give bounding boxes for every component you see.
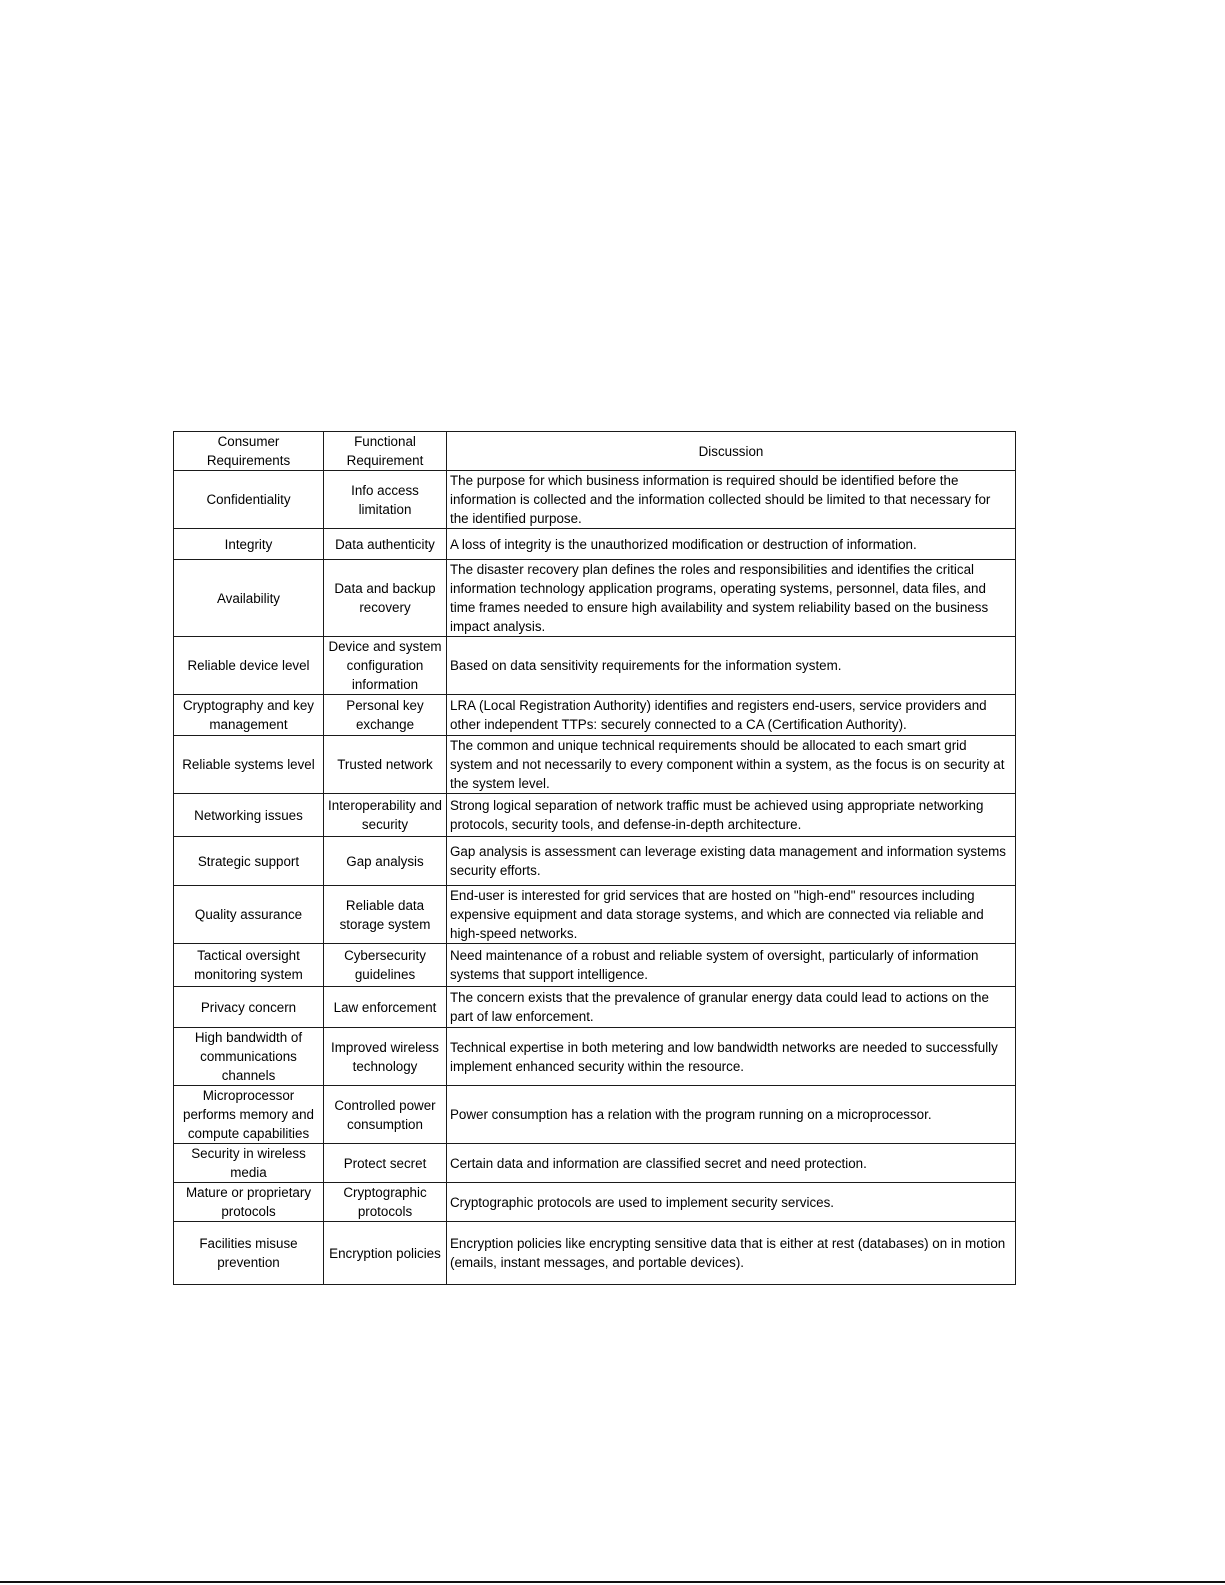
table-row bbox=[174, 837, 1016, 886]
functional-requirement-cell: Gap analysis bbox=[324, 837, 447, 886]
table-row bbox=[174, 1183, 1016, 1222]
functional-requirement-cell: Info access limitation bbox=[324, 471, 447, 529]
functional-requirement-cell: Cybersecurity guidelines bbox=[324, 944, 447, 987]
discussion-cell: A loss of integrity is the unauthorized modification or destruction of information. bbox=[447, 529, 1016, 560]
consumer-requirement-cell: Reliable systems level bbox=[174, 736, 324, 794]
functional-requirement-cell: Encryption policies bbox=[324, 1222, 447, 1285]
discussion-cell: The disaster recovery plan defines the roles and responsibilities and identifies the critical information technology application programs, operating systems, personnel, data files, and time frames needed to ensure high availability and system reliability based on the business impact analysis. bbox=[447, 560, 1016, 637]
functional-requirement-cell: Personal key exchange bbox=[324, 695, 447, 736]
consumer-requirement-cell: High bandwidth of communications channels bbox=[174, 1028, 324, 1086]
consumer-requirement-cell: Integrity bbox=[174, 529, 324, 560]
consumer-requirement-cell: Availability bbox=[174, 560, 324, 637]
page-bottom-rule bbox=[0, 1581, 1225, 1583]
discussion-cell: The concern exists that the prevalence of granular energy data could lead to actions on the part of law enforcement. bbox=[447, 987, 1016, 1028]
table-row bbox=[174, 1222, 1016, 1285]
consumer-requirement-cell: Confidentiality bbox=[174, 471, 324, 529]
consumer-requirement-cell: Cryptography and key management bbox=[174, 695, 324, 736]
table-row bbox=[174, 886, 1016, 944]
discussion-cell: Gap analysis is assessment can leverage existing data management and information systems security efforts. bbox=[447, 837, 1016, 886]
consumer-requirement-cell: Quality assurance bbox=[174, 886, 324, 944]
consumer-requirement-cell: Networking issues bbox=[174, 794, 324, 837]
functional-requirement-cell: Improved wireless technology bbox=[324, 1028, 447, 1086]
table-row bbox=[174, 1144, 1016, 1183]
functional-requirement-cell: Law enforcement bbox=[324, 987, 447, 1028]
table-row bbox=[174, 987, 1016, 1028]
table-row bbox=[174, 736, 1016, 794]
discussion-cell: The purpose for which business information is required should be identified before the information is collected and the information collected should be limited to that necessary for the identified purpose. bbox=[447, 471, 1016, 529]
discussion-cell: LRA (Local Registration Authority) identifies and registers end-users, service providers and other independent TTPs: securely connected to a CA (Certification Authority). bbox=[447, 695, 1016, 736]
functional-requirement-cell: Cryptographic protocols bbox=[324, 1183, 447, 1222]
functional-requirement-cell: Reliable data storage system bbox=[324, 886, 447, 944]
header-discussion: Discussion bbox=[447, 432, 1016, 471]
consumer-requirement-cell: Microprocessor performs memory and compute capabilities bbox=[174, 1086, 324, 1144]
consumer-requirement-cell: Privacy concern bbox=[174, 987, 324, 1028]
table-row bbox=[174, 529, 1016, 560]
functional-requirement-cell: Protect secret bbox=[324, 1144, 447, 1183]
header-consumer-requirements: Consumer Requirements bbox=[174, 432, 324, 471]
consumer-requirement-cell: Mature or proprietary protocols bbox=[174, 1183, 324, 1222]
table-row bbox=[174, 1028, 1016, 1086]
consumer-requirement-cell: Reliable device level bbox=[174, 637, 324, 695]
discussion-cell: Need maintenance of a robust and reliable system of oversight, particularly of information systems that support intelligence. bbox=[447, 944, 1016, 987]
table-row bbox=[174, 637, 1016, 695]
consumer-requirement-cell: Security in wireless media bbox=[174, 1144, 324, 1183]
table-header bbox=[174, 432, 1016, 471]
functional-requirement-cell: Controlled power consumption bbox=[324, 1086, 447, 1144]
discussion-cell: End-user is interested for grid services that are hosted on "high-end" resources including expensive equipment and data storage systems, and which are connected via reliable and high-speed networks. bbox=[447, 886, 1016, 944]
functional-requirement-cell: Device and system configuration information bbox=[324, 637, 447, 695]
header-functional-requirement: Functional Requirement bbox=[324, 432, 447, 471]
table-body bbox=[174, 471, 1016, 1285]
table-row bbox=[174, 1086, 1016, 1144]
discussion-cell: Encryption policies like encrypting sensitive data that is either at rest (databases) on in motion (emails, instant messages, and portable devices). bbox=[447, 1222, 1016, 1285]
table-row bbox=[174, 944, 1016, 987]
consumer-requirement-cell: Tactical oversight monitoring system bbox=[174, 944, 324, 987]
consumer-requirement-cell: Facilities misuse prevention bbox=[174, 1222, 324, 1285]
functional-requirement-cell: Data and backup recovery bbox=[324, 560, 447, 637]
table-row bbox=[174, 471, 1016, 529]
consumer-requirement-cell: Strategic support bbox=[174, 837, 324, 886]
functional-requirement-cell: Data authenticity bbox=[324, 529, 447, 560]
functional-requirement-cell: Interoperability and security bbox=[324, 794, 447, 837]
discussion-cell: The common and unique technical requirements should be allocated to each smart grid system and not necessarily to every component within a system, as the focus is on security at the system level. bbox=[447, 736, 1016, 794]
requirements-table bbox=[173, 431, 1016, 1285]
functional-requirement-cell: Trusted network bbox=[324, 736, 447, 794]
discussion-cell: Power consumption has a relation with the program running on a microprocessor. bbox=[447, 1086, 1016, 1144]
discussion-cell: Cryptographic protocols are used to implement security services. bbox=[447, 1183, 1016, 1222]
header-row bbox=[174, 432, 1016, 471]
table-row bbox=[174, 794, 1016, 837]
discussion-cell: Certain data and information are classified secret and need protection. bbox=[447, 1144, 1016, 1183]
discussion-cell: Based on data sensitivity requirements for the information system. bbox=[447, 637, 1016, 695]
discussion-cell: Strong logical separation of network traffic must be achieved using appropriate networking protocols, security tools, and defense-in-depth architecture. bbox=[447, 794, 1016, 837]
discussion-cell: Technical expertise in both metering and low bandwidth networks are needed to successfully implement enhanced security within the resource. bbox=[447, 1028, 1016, 1086]
table-row bbox=[174, 695, 1016, 736]
table-row bbox=[174, 560, 1016, 637]
